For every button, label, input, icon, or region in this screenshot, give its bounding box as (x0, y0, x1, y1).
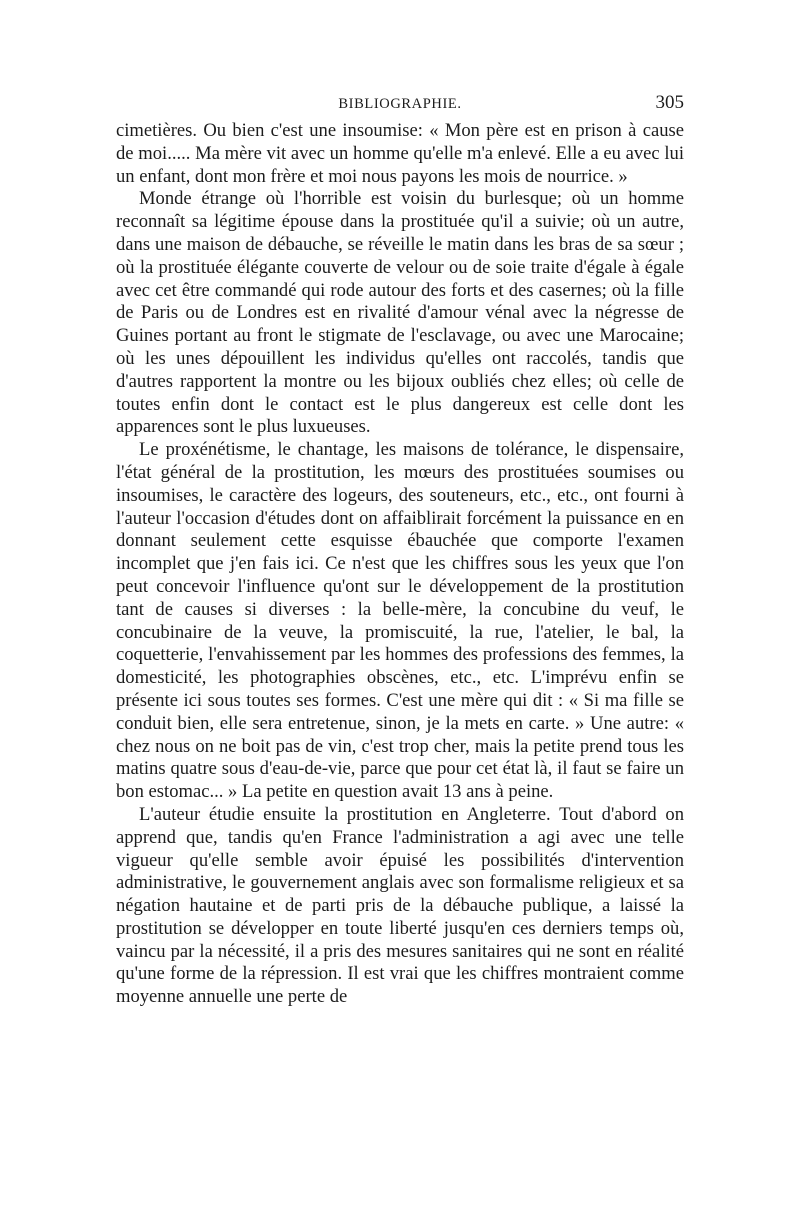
paragraph: Le proxénétisme, le chantage, les maisons de tolérance, le dispensaire, l'état général de la prostitution, les mœurs des prostituées soumises ou insoumises, le caractère des logeurs, des souteneurs, etc., etc., ont fourni à l'auteur l'occasion d'études dont on affaiblirait forcément la puissance en en donnant seulement cette esquisse ébauchée que comporte l'examen incomplet que j'en fais ici. Ce n'est que les chiffres sous les yeux que l'on peut concevoir l'influence qu'ont sur le développement de la prostitution tant de causes si diverses : la belle-mère, la concubine du veuf, le concubinaire de la veuve, la promiscuité, la rue, l'atelier, le bal, la coquetterie, l'envahissement par les hommes des professions des femmes, la domesticité, les photographies obscènes, etc., etc. L'imprévu enfin se présente ici sous toutes ses formes. C'est une mère qui dit : « Si ma fille se conduit bien, elle sera entretenue, sinon, je la mets en carte. » Une autre: « chez nous on ne boit pas de vin, c'est trop cher, mais la petite prend tous les matins quatre sous d'eau-de-vie, parce que pour cet état là, il faut se faire un bon estomac... » La petite en question avait 13 ans à peine. (116, 439, 684, 803)
paragraph: Monde étrange où l'horrible est voisin du burlesque; où un homme reconnaît sa légitime épouse dans la prostituée qu'il a suivie; où un autre, dans une maison de débauche, se réveille le matin dans les bras de sa sœur ; où la prostituée élégante couverte de velour ou de soie traite d'égale à égale avec cet être commandé qui rode autour des forts et des casernes; où la fille de Paris ou de Londres est en rivalité d'amour vénal avec la négresse de Guines portant au front le stigmate de l'esclavage, ou avec une Marocaine; où les unes dépouillent les individus qu'elles ont raccolés, tandis que d'autres rapportent la montre ou les bijoux oubliés chez elles; où celle de toutes enfin dont le contact est le plus dangereux est celle dont les apparences sont le plus luxueuses. (116, 188, 684, 438)
page-header (116, 92, 684, 120)
page-number: 305 (655, 92, 684, 113)
book-page (116, 92, 684, 1009)
body-text (116, 120, 684, 1009)
running-title: BIBLIOGRAPHIE. (338, 96, 462, 112)
paragraph-continuation: cimetières. Ou bien c'est une insoumise: « Mon père est en prison à cause de moi..... Ma mère vit avec un homme qu'elle m'a enlevé. Elle a eu avec lui un enfant, dont mon frère et moi nous payons les mois de nourrice. » (116, 120, 684, 187)
paragraph: L'auteur étudie ensuite la prostitution en Angleterre. Tout d'abord on apprend que, tandis qu'en France l'administration a agi avec une telle vigueur qu'elle semble avoir épuisé les possibilités d'intervention administrative, le gouvernement anglais avec son formalisme religieux et sa négation hautaine et de parti pris de la débauche publique, a laissé la prostitution se développer en toute liberté jusqu'en ces derniers temps où, vaincu par la nécessité, il a pris des mesures sanitaires qui ne sont en réalité qu'une forme de la répression. Il est vrai que les chiffres montraient comme moyenne annuelle une perte de (116, 803, 684, 1008)
